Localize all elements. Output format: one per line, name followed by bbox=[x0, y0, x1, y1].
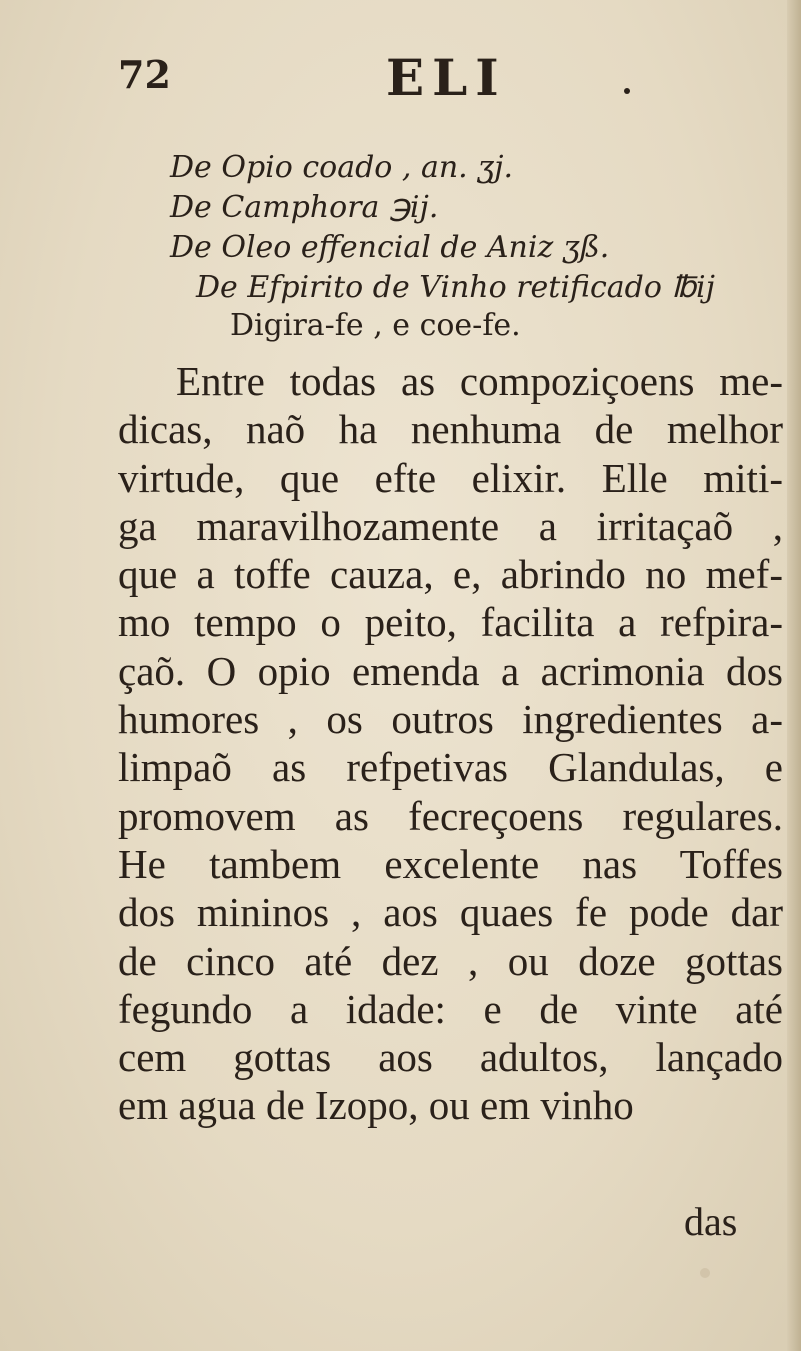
text-line: promovem as fecreçoens regulares. bbox=[118, 792, 783, 839]
text-line: çaõ. O opio emenda a acrimonia dos bbox=[118, 647, 783, 694]
text-line: He tambem excelente nas Toffes bbox=[118, 840, 783, 887]
recipe-list bbox=[170, 148, 790, 308]
recipe-line: De Efpirito de Vinho retificado ℔ij bbox=[196, 270, 715, 305]
recipe-line: De Opio coado , an. ʒj. bbox=[170, 150, 514, 185]
text-line: cem gottas aos adultos, lançado bbox=[118, 1034, 783, 1081]
text-line: ga maravilhozamente a irritaçaõ , bbox=[118, 502, 783, 549]
page-number: 72 bbox=[118, 52, 171, 97]
text-line: Entre todas as compoziçoens me- bbox=[176, 358, 783, 404]
text-line: virtude, que efte elixir. Elle miti- bbox=[118, 454, 783, 501]
text-line: dicas, naõ ha nenhuma de melhor bbox=[118, 406, 783, 453]
recipe-line: De Camphora ℈ij. bbox=[170, 190, 439, 225]
text-line: de cinco até dez , ou doze gottas bbox=[118, 937, 783, 984]
paper-stain bbox=[700, 1268, 710, 1278]
directive: Digira-fe , e coe-fe. bbox=[230, 308, 521, 343]
text-line: mo tempo o peito, facilita a refpira- bbox=[118, 599, 783, 646]
text-line: humores , os outros ingredientes a- bbox=[118, 696, 783, 743]
text-line: em agua de Izopo, ou em vinho bbox=[118, 1082, 634, 1129]
ink-dot bbox=[624, 88, 630, 94]
text-line: fegundo a idade: e de vinte até bbox=[118, 985, 783, 1032]
recipe-line: De Oleo effencial de Aniz ʒß. bbox=[170, 230, 610, 265]
text-line: limpaõ as refpetivas Glandulas, e bbox=[118, 744, 783, 791]
text-line: que a toffe cauza, e, abrindo no mef- bbox=[118, 551, 783, 598]
text-line: dos mininos , aos quaes fe pode dar bbox=[118, 889, 783, 936]
page-header bbox=[118, 48, 678, 108]
running-head: ELI bbox=[386, 48, 507, 107]
catchword: das bbox=[684, 1199, 738, 1244]
body-text bbox=[118, 357, 783, 1130]
